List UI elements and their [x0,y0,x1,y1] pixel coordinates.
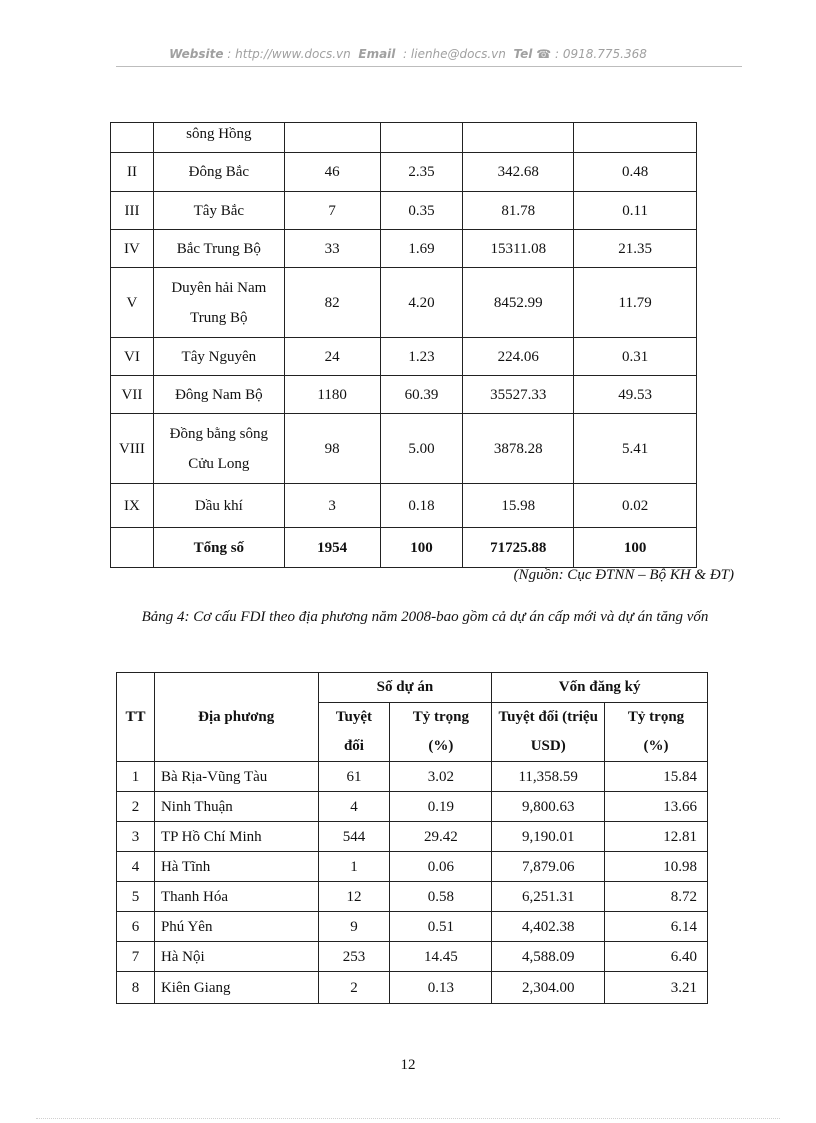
table-cell: 35527.33 [463,376,574,414]
table-cell: 1 [117,762,155,792]
region-name-cell: Đồng bằng sông Cửu Long [153,414,284,484]
table-caption: Bảng 4: Cơ cấu FDI theo địa phương năm 2008-bao gồm cả dự án cấp mới và dự án tăng vốn [141,609,709,625]
table-cell: 9 [318,912,390,942]
table-cell: 2,304.00 [492,972,605,1004]
table-cell: 4 [117,852,155,882]
table-cell: 0.31 [574,338,697,376]
header-divider [116,66,742,67]
province-name-cell: Phú Yên [154,912,318,942]
phone-icon: ☎ [536,47,552,61]
table-cell: 9,800.63 [492,792,605,822]
table-cell: 15.84 [605,762,708,792]
table-row [117,792,708,822]
email-value: : lienhe@docs.vn [403,47,506,61]
tel-label: Tel [513,47,533,61]
table-row [117,942,708,972]
table-cell: VI [111,338,154,376]
table-cell: 7 [284,192,380,230]
table-cell: 6,251.31 [492,882,605,912]
table-row [111,123,697,153]
table-cell: 12.81 [605,822,708,852]
table-row [117,972,708,1004]
table-row [117,762,708,792]
table-cell [111,123,154,153]
table-cell: 7 [117,942,155,972]
total-label-cell: Tổng số [153,528,284,568]
table-cell: 2 [117,792,155,822]
province-name-cell: TP Hồ Chí Minh [154,822,318,852]
column-header-projects-group: Số dự án [318,673,492,703]
region-name-cell: Dầu khí [153,484,284,528]
table-cell: 24 [284,338,380,376]
table-cell: 0.02 [574,484,697,528]
table-cell: 6.14 [605,912,708,942]
total-share-cell: 100 [380,528,463,568]
table-cell [284,123,380,153]
table-cell: 49.53 [574,376,697,414]
table-cell: 0.11 [574,192,697,230]
region-name-cell: Tây Bắc [153,192,284,230]
table-cell: 0.51 [390,912,492,942]
table-cell: III [111,192,154,230]
province-name-cell: Bà Rịa-Vũng Tàu [154,762,318,792]
table-row [111,230,697,268]
table-row [117,912,708,942]
column-header-share: Tỷ trọng (%) [390,703,492,762]
table-cell: 6.40 [605,942,708,972]
table-row [111,376,697,414]
province-name-cell: Hà Tĩnh [154,852,318,882]
column-header-tt: TT [117,673,155,762]
column-header-absolute-usd: Tuyệt đối (triệu USD) [492,703,605,762]
table-cell: 29.42 [390,822,492,852]
table-cell: 0.35 [380,192,463,230]
table-cell: 81.78 [463,192,574,230]
website-label: Website [169,47,224,61]
table-cell: 1180 [284,376,380,414]
table-cell: 0.48 [574,153,697,192]
province-name-cell: Thanh Hóa [154,882,318,912]
table-row [117,882,708,912]
table-cell: 1.23 [380,338,463,376]
table-cell: 224.06 [463,338,574,376]
table-cell: 8452.99 [463,268,574,338]
table-cell: 8.72 [605,882,708,912]
table-cell: 3 [284,484,380,528]
table-cell: 0.13 [390,972,492,1004]
table-cell: 4 [318,792,390,822]
region-name-cell: Đông Nam Bộ [153,376,284,414]
table-cell: 61 [318,762,390,792]
email-label: Email [358,47,396,61]
table-cell: VII [111,376,154,414]
table-header-row [117,673,708,703]
table-cell: 8 [117,972,155,1004]
province-name-cell: Kiên Giang [154,972,318,1004]
province-name-cell: Ninh Thuận [154,792,318,822]
table-cell: 3.02 [390,762,492,792]
table-row [117,852,708,882]
table-cell: 9,190.01 [492,822,605,852]
table-cell: 10.98 [605,852,708,882]
table-cell: V [111,268,154,338]
column-header-province: Địa phương [154,673,318,762]
table-cell: 4,402.38 [492,912,605,942]
table-total-row [111,528,697,568]
region-fdi-table [110,122,697,568]
column-header-capital-share: Tỷ trọng (%) [605,703,708,762]
table-cell: 1 [318,852,390,882]
table-cell: 2 [318,972,390,1004]
table-cell: 3 [117,822,155,852]
table-cell: 46 [284,153,380,192]
table-cell: II [111,153,154,192]
total-capital-share-cell: 100 [574,528,697,568]
table-cell: 4.20 [380,268,463,338]
table-cell: 0.19 [390,792,492,822]
table-cell: 0.58 [390,882,492,912]
table-cell [463,123,574,153]
table-cell: 15.98 [463,484,574,528]
region-name-cell: Duyên hải Nam Trung Bộ [153,268,284,338]
table-cell: 60.39 [380,376,463,414]
table-row [111,153,697,192]
table-cell: 5.41 [574,414,697,484]
table-row [111,268,697,338]
province-fdi-table [116,672,708,1004]
table-cell: 15311.08 [463,230,574,268]
table-cell: 12 [318,882,390,912]
region-name-cell: Đông Bắc [153,153,284,192]
table-cell: 7,879.06 [492,852,605,882]
table-cell: 3.21 [605,972,708,1004]
table-cell: 98 [284,414,380,484]
table-cell [574,123,697,153]
table-cell: 1.69 [380,230,463,268]
table-cell: 544 [318,822,390,852]
table-cell: 5.00 [380,414,463,484]
page-header [0,47,816,61]
column-header-capital-group: Vốn đăng ký [492,673,708,703]
region-name-cell: Tây Nguyên [153,338,284,376]
table-row [111,192,697,230]
table-cell: 3878.28 [463,414,574,484]
table-cell: 4,588.09 [492,942,605,972]
region-name-cell: Bắc Trung Bộ [153,230,284,268]
table-row [117,822,708,852]
table-cell: 13.66 [605,792,708,822]
total-projects-cell: 1954 [284,528,380,568]
column-header-absolute: Tuyệt đối [318,703,390,762]
table-row [111,484,697,528]
table-cell [111,528,154,568]
table-cell: 11.79 [574,268,697,338]
table-cell: 0.06 [390,852,492,882]
footer-divider [36,1118,780,1119]
page-number: 12 [400,1057,416,1073]
table-cell [380,123,463,153]
province-name-cell: Hà Nội [154,942,318,972]
table-row [111,338,697,376]
website-value: : http://www.docs.vn [227,47,351,61]
table-cell: 0.18 [380,484,463,528]
region-name-cell: sông Hồng [153,123,284,153]
table-cell: 342.68 [463,153,574,192]
source-note: (Nguồn: Cục ĐTNN – Bộ KH & ĐT) [513,567,734,583]
table-cell: 21.35 [574,230,697,268]
table-row [111,414,697,484]
table-cell: 82 [284,268,380,338]
table-cell: 5 [117,882,155,912]
table-cell: 33 [284,230,380,268]
table-cell: 11,358.59 [492,762,605,792]
table-cell: VIII [111,414,154,484]
table-cell: 2.35 [380,153,463,192]
tel-value: : 0918.775.368 [555,47,647,61]
table-cell: 6 [117,912,155,942]
table-cell: IX [111,484,154,528]
table-cell: IV [111,230,154,268]
total-capital-cell: 71725.88 [463,528,574,568]
table-cell: 14.45 [390,942,492,972]
table-cell: 253 [318,942,390,972]
